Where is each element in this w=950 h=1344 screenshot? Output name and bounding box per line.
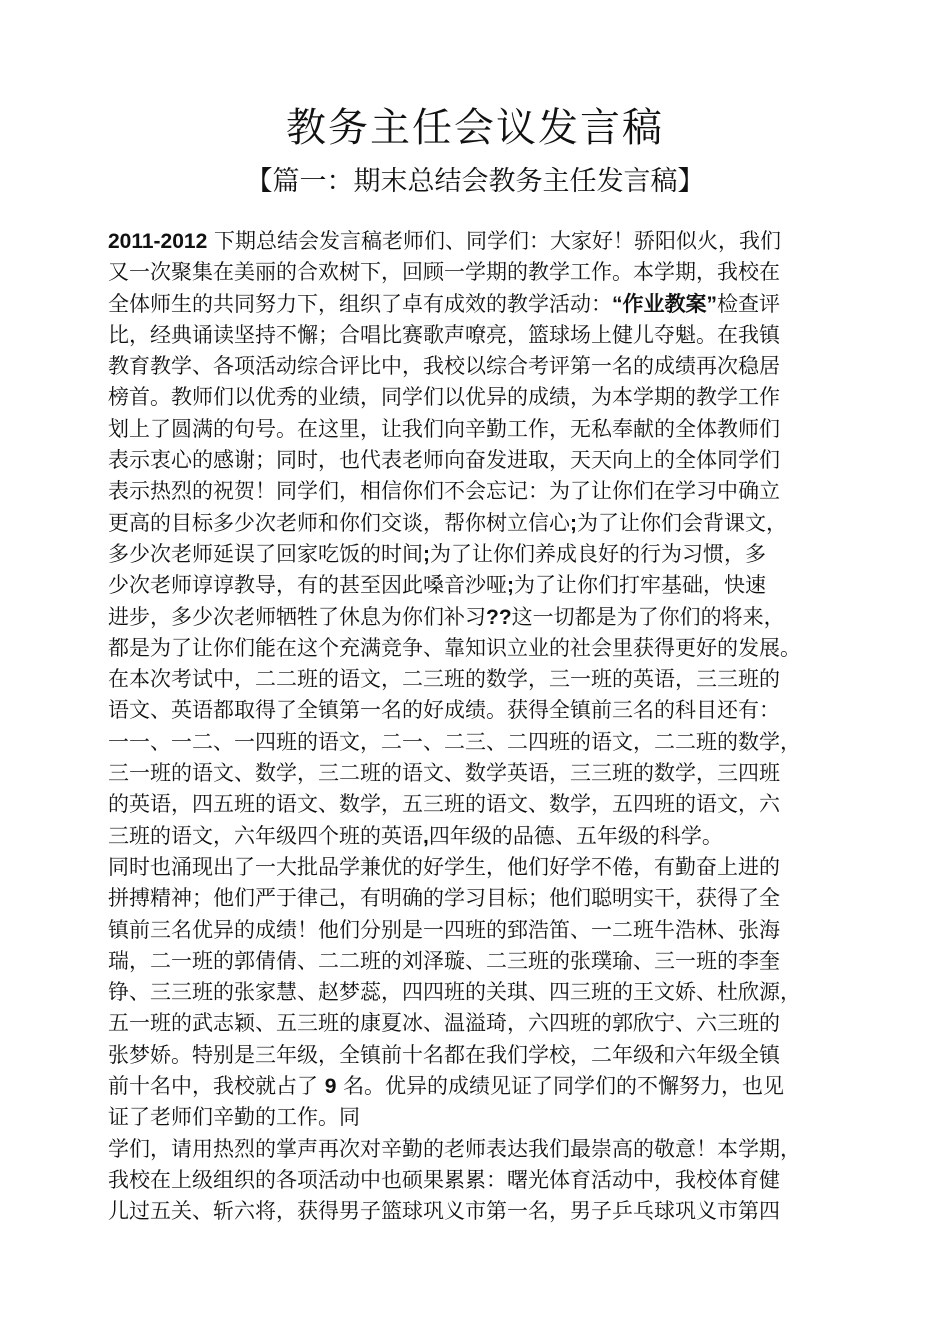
rank-count: 9: [324, 1075, 337, 1099]
text-line: 前十名中，我校就占了 9 名。优异的成绩见证了同学们的不懈努力，也见: [108, 1074, 785, 1099]
text-line: 语文、英语都取得了全镇第一名的好成绩。获得全镇前三名的科目还有：: [108, 698, 780, 723]
text-line: 更高的目标多少次老师和你们交谈，帮你树立信心;为了让你们会背课文，: [108, 510, 787, 535]
year-range: 2011-2012: [108, 230, 208, 253]
text-line: 进步，多少次老师牺牲了休息为你们补习??这一切都是为了你们的将来，: [108, 604, 785, 629]
document-body: [108, 226, 868, 1228]
text-line: 又一次聚集在美丽的合欢树下，回顾一学期的教学工作。本学期，我校在: [108, 260, 780, 285]
text-line: 表示热烈的祝贺！同学们，相信你们不会忘记：为了让你们在学习中确立: [108, 479, 780, 504]
text-line: 2011-2012 下期总结会发言稿老师们、同学们：大家好！骄阳似火，我们: [108, 229, 781, 253]
text-line: 学们，请用热烈的掌声再次对辛勤的老师表达我们最崇高的敬意！本学期，: [108, 1136, 801, 1161]
text-line: 榜首。教师们以优秀的业绩，同学们以优异的成绩，为本学期的教学工作: [108, 385, 780, 410]
text-line: 同时也涌现出了一大批品学兼优的好学生，他们好学不倦，有勤奋上进的: [108, 854, 780, 879]
text-line: 儿过五关、斩六将，获得男子篮球巩义市第一名，男子乒乓球巩义市第四: [108, 1199, 780, 1224]
text-line: 都是为了让你们能在这个充满竞争、靠知识立业的社会里获得更好的发展。: [108, 635, 801, 660]
text-line: 张梦娇。特别是三年级，全镇前十名都在我们学校，二年级和六年级全镇: [108, 1042, 780, 1067]
text-line: 拼搏精神；他们严于律己，有明确的学习目标；他们聪明实干，获得了全: [108, 886, 780, 911]
text-line: 证了老师们辛勤的工作。同: [108, 1105, 360, 1130]
document-subtitle: 【篇一：期末总结会教务主任发言稿】: [245, 166, 705, 197]
text-line: 瑞，二一班的郭倩倩、二二班的刘泽璇、二三班的张璞瑜、三一班的李奎: [108, 948, 780, 973]
text-line: 我校在上级组织的各项活动中也硕果累累：曙光体育活动中，我校体育健: [108, 1167, 780, 1192]
text-line: 划上了圆满的句号。在这里，让我们向辛勤工作，无私奉献的全体教师们: [108, 416, 780, 441]
text-line: 一一、一二、一四班的语文，二一、二三、二四班的语文，二二班的数学，: [108, 729, 801, 754]
text-line: 五一班的武志颖、五三班的康夏冰、温溢琦，六四班的郭欣宁、六三班的: [108, 1011, 780, 1036]
text-line: 教育教学、各项活动综合评比中，我校以综合考评第一名的成绩再次稳居: [108, 354, 780, 379]
text-line: 镇前三名优异的成绩！他们分别是一四班的郅浩笛、一二班牛浩林、张海: [108, 917, 780, 942]
document-title: 教务主任会议发言稿: [286, 105, 664, 151]
text-line: 比，经典诵读坚持不懈；合唱比赛歌声嘹亮，篮球场上健儿夺魁。在我镇: [108, 322, 780, 347]
text-line: 表示衷心的感谢；同时，也代表老师向奋发进取，天天向上的全体同学们: [108, 448, 780, 473]
homework-quote: “作业教案”: [612, 292, 717, 316]
text-line: 在本次考试中，二二班的语文，二三班的数学，三一班的英语，三三班的: [108, 667, 780, 692]
text-line: 少次老师谆谆教导，有的甚至因此嗓音沙哑;为了让你们打牢基础，快速: [108, 573, 766, 598]
text-line: 铮、三三班的张家慧、赵梦蕊，四四班的关琪、四三班的王文娇、杜欣源，: [108, 980, 801, 1005]
text-line: 多少次老师延误了回家吃饭的时间;为了让你们养成良好的行为习惯，多: [108, 541, 766, 566]
text-line: 的英语，四五班的语文、数学，五三班的语文、数学，五四班的语文，六: [108, 792, 780, 817]
text-line: 全体师生的共同努力下，组织了卓有成效的教学活动：“作业教案”检查评: [108, 291, 780, 316]
text-line: 三一班的语文、数学，三二班的语文、数学英语，三三班的数学，三四班: [108, 761, 780, 786]
text-line: 三班的语文，六年级四个班的英语,四年级的品德、五年级的科学。: [108, 823, 723, 848]
question-marks: ??: [486, 605, 512, 629]
